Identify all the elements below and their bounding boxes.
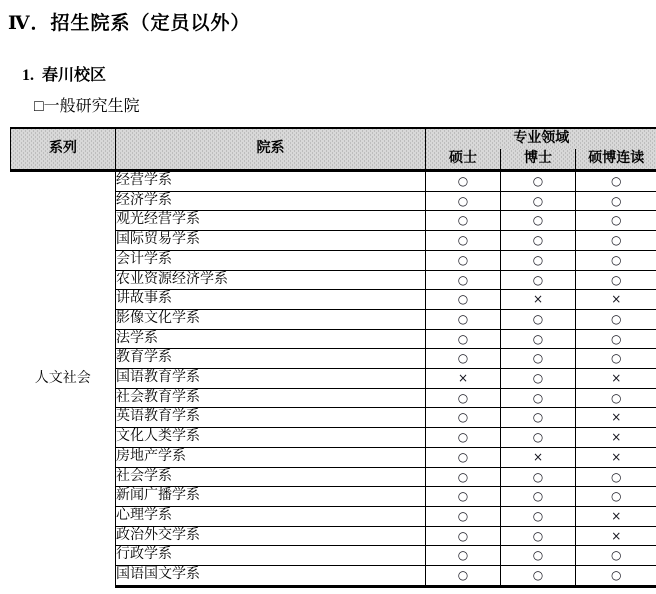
master-availability-mark: ○ xyxy=(426,546,501,566)
department-name: 新闻广播学系 xyxy=(116,487,426,507)
section-title-campus: 1. 春川校区 xyxy=(22,67,107,84)
doctor-availability-mark: ○ xyxy=(501,329,576,349)
department-name: 观光经营学系 xyxy=(116,211,426,231)
doctor-availability-mark: × xyxy=(501,447,576,467)
master-availability-mark: ○ xyxy=(426,566,501,587)
master-availability-mark: ○ xyxy=(426,191,501,211)
master-availability-mark: ○ xyxy=(426,250,501,270)
header-series: 系列 xyxy=(11,128,116,171)
department-name: 社会教育学系 xyxy=(116,388,426,408)
doctor-availability-mark: ○ xyxy=(501,309,576,329)
combined-availability-mark: ○ xyxy=(576,546,656,566)
department-name: 经营学系 xyxy=(116,171,426,192)
master-availability-mark: ○ xyxy=(426,487,501,507)
table-body xyxy=(11,171,656,587)
master-availability-mark: ○ xyxy=(426,231,501,251)
subsection-title-graduate-school: □一般研究生院 xyxy=(34,98,140,115)
doctor-availability-mark: ○ xyxy=(501,487,576,507)
combined-availability-mark: × xyxy=(576,447,656,467)
doctor-availability-mark: ○ xyxy=(501,231,576,251)
doctor-availability-mark: ○ xyxy=(501,270,576,290)
combined-availability-mark: ○ xyxy=(576,309,656,329)
doctor-availability-mark: ○ xyxy=(501,428,576,448)
combined-availability-mark: × xyxy=(576,506,656,526)
department-name: 国际贸易学系 xyxy=(116,231,426,251)
master-availability-mark: ○ xyxy=(426,309,501,329)
doctor-availability-mark: ○ xyxy=(501,546,576,566)
combined-availability-mark: × xyxy=(576,526,656,546)
department-name: 文化人类学系 xyxy=(116,428,426,448)
doctor-availability-mark: ○ xyxy=(501,388,576,408)
doctor-availability-mark: ○ xyxy=(501,467,576,487)
doctor-availability-mark: ○ xyxy=(501,408,576,428)
master-availability-mark: ○ xyxy=(426,349,501,369)
department-name: 教育学系 xyxy=(116,349,426,369)
master-availability-mark: ○ xyxy=(426,290,501,310)
combined-availability-mark: ○ xyxy=(576,191,656,211)
series-group-label: 人文社会 xyxy=(11,171,116,587)
doctor-availability-mark: ○ xyxy=(501,349,576,369)
doctor-availability-mark: ○ xyxy=(501,171,576,192)
department-name: 影像文化学系 xyxy=(116,309,426,329)
doctor-availability-mark: ○ xyxy=(501,369,576,389)
page-title: Ⅳ．招生院系（定员以外） xyxy=(8,13,251,34)
doctor-availability-mark: ○ xyxy=(501,191,576,211)
table-header-row-1 xyxy=(11,128,656,149)
admission-departments-table xyxy=(10,127,656,588)
combined-availability-mark: × xyxy=(576,290,656,310)
master-availability-mark: ○ xyxy=(426,447,501,467)
department-name: 国语国文学系 xyxy=(116,566,426,587)
combined-availability-mark: ○ xyxy=(576,388,656,408)
department-name: 社会学系 xyxy=(116,467,426,487)
header-master: 硕士 xyxy=(426,149,501,171)
doctor-availability-mark: ○ xyxy=(501,526,576,546)
doctor-availability-mark: × xyxy=(501,290,576,310)
combined-availability-mark: ○ xyxy=(576,211,656,231)
doctor-availability-mark: ○ xyxy=(501,566,576,587)
doctor-availability-mark: ○ xyxy=(501,211,576,231)
combined-availability-mark: ○ xyxy=(576,487,656,507)
master-availability-mark: ○ xyxy=(426,408,501,428)
combined-availability-mark: ○ xyxy=(576,250,656,270)
department-name: 讲故事系 xyxy=(116,290,426,310)
table-header xyxy=(11,128,656,171)
department-name: 行政学系 xyxy=(116,546,426,566)
combined-availability-mark: ○ xyxy=(576,566,656,587)
master-availability-mark: ○ xyxy=(426,270,501,290)
combined-availability-mark: × xyxy=(576,408,656,428)
header-doctor: 博士 xyxy=(501,149,576,171)
master-availability-mark: ○ xyxy=(426,467,501,487)
department-name: 国语教育学系 xyxy=(116,369,426,389)
department-name: 会计学系 xyxy=(116,250,426,270)
department-name: 房地产学系 xyxy=(116,447,426,467)
master-availability-mark: ○ xyxy=(426,506,501,526)
combined-availability-mark: ○ xyxy=(576,171,656,192)
department-name: 英语教育学系 xyxy=(116,408,426,428)
doctor-availability-mark: ○ xyxy=(501,506,576,526)
combined-availability-mark: ○ xyxy=(576,329,656,349)
master-availability-mark: ○ xyxy=(426,329,501,349)
header-field-group: 专业领域 xyxy=(426,128,656,149)
combined-availability-mark: ○ xyxy=(576,231,656,251)
combined-availability-mark: × xyxy=(576,369,656,389)
combined-availability-mark: ○ xyxy=(576,349,656,369)
combined-availability-mark: ○ xyxy=(576,270,656,290)
department-name: 农业资源经济学系 xyxy=(116,270,426,290)
master-availability-mark: × xyxy=(426,369,501,389)
master-availability-mark: ○ xyxy=(426,211,501,231)
department-name: 心理学系 xyxy=(116,506,426,526)
doctor-availability-mark: ○ xyxy=(501,250,576,270)
table-row xyxy=(11,171,656,192)
master-availability-mark: ○ xyxy=(426,428,501,448)
department-name: 经济学系 xyxy=(116,191,426,211)
header-department: 院系 xyxy=(116,128,426,171)
department-name: 法学系 xyxy=(116,329,426,349)
master-availability-mark: ○ xyxy=(426,171,501,192)
department-name: 政治外交学系 xyxy=(116,526,426,546)
header-combined-master-doctor: 硕博连读 xyxy=(576,149,656,171)
master-availability-mark: ○ xyxy=(426,388,501,408)
combined-availability-mark: × xyxy=(576,428,656,448)
combined-availability-mark: ○ xyxy=(576,467,656,487)
master-availability-mark: ○ xyxy=(426,526,501,546)
